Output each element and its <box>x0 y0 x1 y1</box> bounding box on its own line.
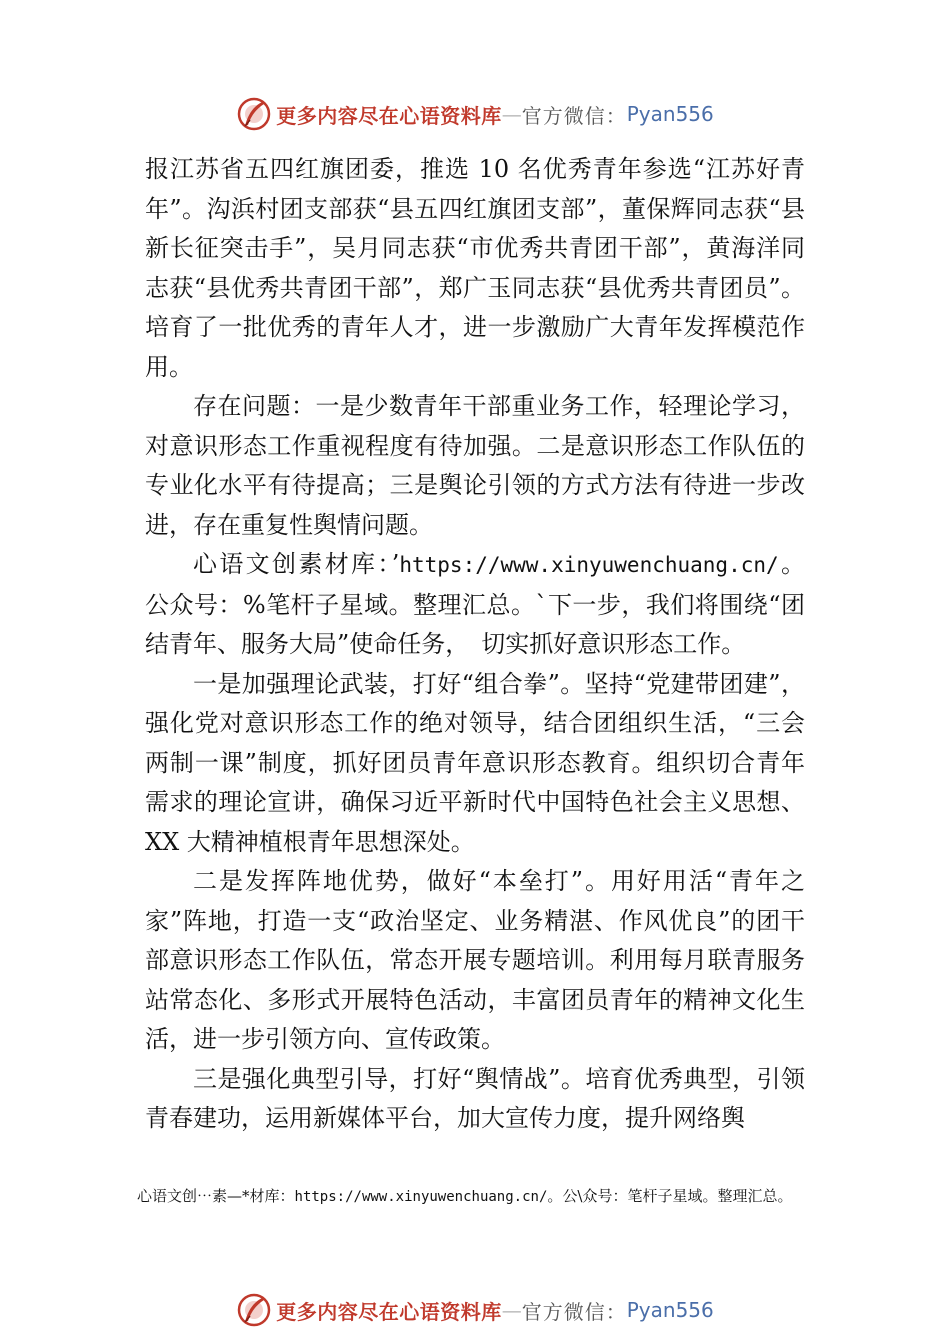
paragraph-3-url: https://www.xinyuwenchuang.cn/ <box>399 553 779 577</box>
paragraph-3-prefix: 心语文创素材库：’ <box>193 550 400 578</box>
feather-logo-icon <box>236 96 272 132</box>
banner-wechat-label: 官方微信： <box>521 1299 627 1324</box>
paragraph-4: 一是加强理论武装，打好“组合拳”。坚持“党建带团建”，强化党对意识形态工作的绝对领导，结合团组织生活，“三会两制一课”制度，抓好团员青年意识形态教育。组织切合青年需求的理论宣讲，确保习近平新时代中国特色社会主义思想、XX 大精神植根青年思想深处。 <box>145 669 805 856</box>
bottom-banner <box>0 1290 950 1330</box>
paragraph-5: 二是发挥阵地优势，做好“本垒打”。用好用活“青年之家”阵地，打造一支“政治坚定、业务精湛、作风优良”的团干部意识形态工作队伍，常态开展专题培训。利用每月联青服务站常态化、多形式开展特色活动，丰富团员青年的精神文化生活，进一步引领方向、宣传政策。 <box>145 867 805 1053</box>
document-body <box>145 150 805 1139</box>
paragraph-6: 三是强化典型引导，打好“舆情战”。培育优秀典型，引领青春建功，运用新媒体平台，加大宣传力度，提升网络舆 <box>145 1064 805 1132</box>
banner-wechat-id: Pyan556 <box>626 1298 714 1322</box>
banner-main-text: 更多内容尽在心语资料库 <box>276 1299 502 1324</box>
footer-note-url: https://www.xinyuwenchuang.cn/ <box>294 1189 548 1205</box>
paragraph-2: 存在问题：一是少数青年干部重业务工作，轻理论学习，对意识形态工作重视程度有待加强。二是意识形态工作队伍的专业化水平有待提高；三是舆论引领的方式方法有待进一步改进，存在重复性舆情问题。 <box>145 392 805 539</box>
banner-separator: — <box>501 102 522 126</box>
paragraph-3-suffix: 。公众号：%笔杆子星域。整理汇总。`下一步，我们将围绕“团结青年、服务大局”使命任务， 切实抓好意识形态工作。 <box>145 550 805 658</box>
banner-wechat-id: Pyan556 <box>626 102 714 126</box>
footer-note <box>137 1183 839 1210</box>
banner-wechat-label: 官方微信： <box>521 103 627 128</box>
footer-note-suffix: 。公\众号：笔杆子星域。整理汇总。 <box>547 1187 793 1205</box>
top-banner <box>0 94 950 134</box>
banner-separator: — <box>501 1298 522 1322</box>
footer-note-prefix: 心语文创⋯素—*材库： <box>137 1187 295 1205</box>
paragraph-3 <box>145 545 805 665</box>
feather-logo-icon <box>236 1292 272 1328</box>
banner-main-text: 更多内容尽在心语资料库 <box>276 103 502 128</box>
paragraph-1: 报江苏省五四红旗团委，推选 10 名优秀青年参选“江苏好青年”。沟浜村团支部获“县五四红旗团支部”，董保辉同志获“县新长征突击手”，吴月同志获“市优秀共青团干部”，黄海洋同志获“县优秀共青团干部”，郑广玉同志获“县优秀共青团员”。培育了一批优秀的青年人才，进一步激励广大青年发挥模范作用。 <box>145 155 805 381</box>
